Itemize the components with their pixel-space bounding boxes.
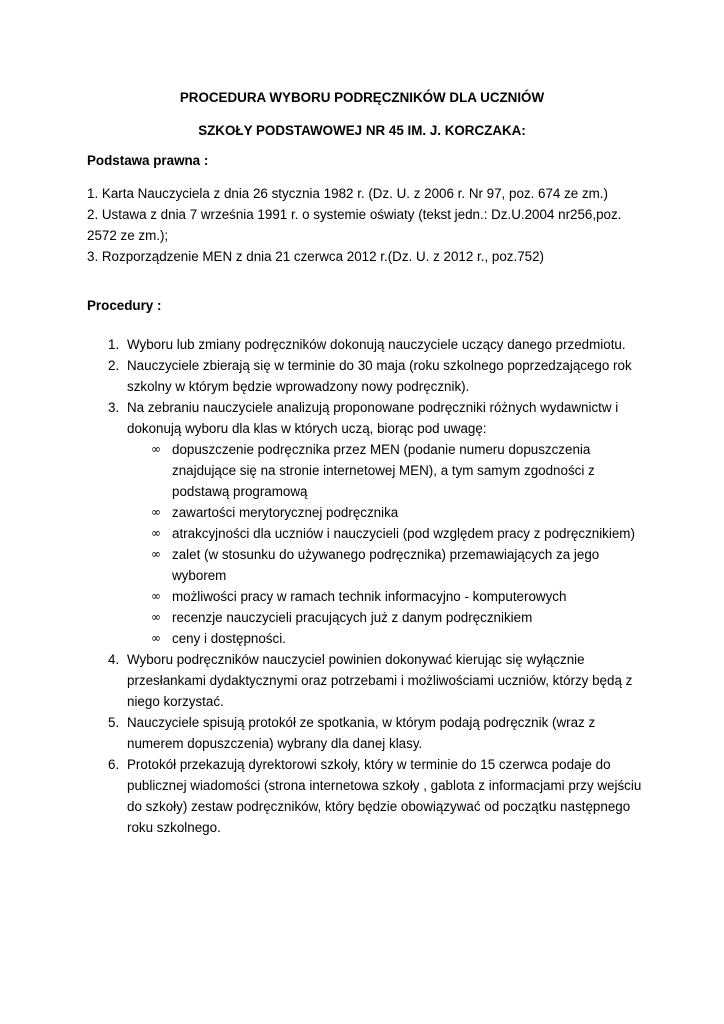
criteria-item xyxy=(127,607,647,628)
procedure-item xyxy=(87,649,647,712)
criteria-text: atrakcyjności dla uczniów i nauczycieli (pod względem pracy z podręcznikiem) xyxy=(172,526,635,541)
legal-basis-item: 1. Karta Nauczyciela z dnia 26 stycznia 1982 r. (Dz. U. z 2006 r. Nr 97, poz. 674 ze zm.) xyxy=(87,186,608,201)
criteria-item xyxy=(127,544,647,586)
procedure-number: 2. xyxy=(108,358,120,373)
procedures-list xyxy=(87,334,647,838)
criteria-item xyxy=(127,586,647,607)
procedure-item xyxy=(87,754,647,838)
criteria-item xyxy=(127,628,647,649)
procedure-text: Wyboru podręczników nauczyciel powinien dokonywać kierując się wyłącznie przesłankami dydaktycznymi oraz potrzebami i możliwościami uczniów, którzy będą z niego korzystać. xyxy=(127,652,633,709)
procedure-item xyxy=(87,712,647,754)
criteria-text: dopuszczenie podręcznika przez MEN (podanie numeru dopuszczenia znajdujące się na stronie internetowej MEN), a tym samym zgodności z podstawą programową xyxy=(172,442,595,499)
infinity-bullet-icon: ∞ xyxy=(151,442,161,456)
procedure-number: 5. xyxy=(108,715,120,730)
legal-basis-heading: Podstawa prawna : xyxy=(87,153,209,168)
criteria-text: zawartości merytorycznej podręcznika xyxy=(172,505,399,520)
procedure-text: Nauczyciele zbierają się w terminie do 30 maja (roku szkolnego poprzedzającego rok szkolny w którym będzie wprowadzony nowy podręcznik). xyxy=(127,358,632,394)
document-title-line-1: PROCEDURA WYBORU PODRĘCZNIKÓW DLA UCZNIÓW xyxy=(179,90,545,105)
legal-basis-item: 2. Ustawa z dnia 7 września 1991 r. o systemie oświaty (tekst jedn.: Dz.U.2004 nr256,poz. 2572 ze zm.); xyxy=(87,207,622,243)
infinity-bullet-icon: ∞ xyxy=(151,610,161,624)
procedure-number: 3. xyxy=(108,400,120,415)
infinity-bullet-icon: ∞ xyxy=(151,589,161,603)
criteria-list xyxy=(127,439,647,649)
procedure-number: 4. xyxy=(108,652,120,667)
procedure-number: 6. xyxy=(108,757,120,772)
legal-basis-list xyxy=(87,183,647,267)
criteria-text: ceny i dostępności. xyxy=(172,631,286,646)
infinity-bullet-icon: ∞ xyxy=(151,547,161,561)
criteria-item xyxy=(127,439,647,502)
procedure-text: Na zebraniu nauczyciele analizują proponowane podręczniki różnych wydawnictw i dokonują wyboru dla klas w których uczą, biorąc pod uwagę: xyxy=(127,400,619,436)
procedure-text: Protokół przekazują dyrektorowi szkoły, który w terminie do 15 czerwca podaje do publicznej wiadomości (strona internetowa szkoły , gablota z informacjami przy wejściu do szkoły) zestaw podręczników, który będzie obowiązywać od początku następnego roku szkolnego. xyxy=(127,757,642,835)
procedure-item xyxy=(87,334,647,355)
legal-basis-item: 3. Rozporządzenie MEN z dnia 21 czerwca 2012 r.(Dz. U. z 2012 r., poz.752) xyxy=(87,249,544,264)
document-title-line-2: SZKOŁY PODSTAWOWEJ NR 45 IM. J. KORCZAKA: xyxy=(198,123,526,138)
infinity-bullet-icon: ∞ xyxy=(151,526,161,540)
procedures-heading: Procedury : xyxy=(87,298,162,313)
procedure-number: 1. xyxy=(108,337,120,352)
criteria-text: zalet (w stosunku do używanego podręcznika) przemawiających za jego wyborem xyxy=(172,547,600,583)
criteria-text: możliwości pracy w ramach technik informacyjno - komputerowych xyxy=(172,589,567,604)
infinity-bullet-icon: ∞ xyxy=(151,505,161,519)
infinity-bullet-icon: ∞ xyxy=(151,631,161,645)
criteria-item xyxy=(127,523,647,544)
procedure-text: Wyboru lub zmiany podręczników dokonują nauczyciele uczący danego przedmiotu. xyxy=(127,337,626,352)
procedure-item xyxy=(87,355,647,397)
criteria-text: recenzje nauczycieli pracujących już z danym podręcznikiem xyxy=(172,610,533,625)
criteria-item xyxy=(127,502,647,523)
procedure-item xyxy=(87,397,647,649)
procedure-text: Nauczyciele spisują protokół ze spotkania, w którym podają podręcznik (wraz z numerem dopuszczenia) wybrany dla danej klasy. xyxy=(127,715,596,751)
